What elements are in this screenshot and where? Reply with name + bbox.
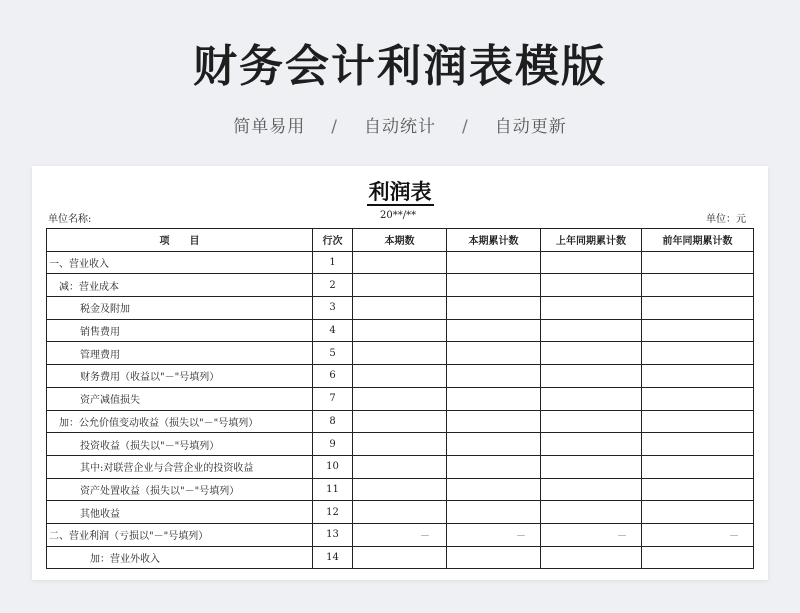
row-value-cell[interactable] xyxy=(541,342,642,365)
row-item-label: 加：公允价值变动收益（损失以"－"号填列） xyxy=(47,410,313,433)
row-value-cell[interactable] xyxy=(642,365,754,388)
row-value-cell[interactable] xyxy=(353,387,447,410)
row-value-cell[interactable] xyxy=(353,478,447,501)
row-value-cell[interactable] xyxy=(447,251,541,274)
header-current: 本期数 xyxy=(353,229,447,252)
header-current-cumulative: 本期累计数 xyxy=(447,229,541,252)
row-item-label: 二、营业利润（亏损以"－"号填列） xyxy=(47,523,313,546)
row-value-cell[interactable] xyxy=(642,546,754,569)
row-value-cell[interactable] xyxy=(642,274,754,297)
row-value-cell[interactable] xyxy=(353,319,447,342)
row-value-cell[interactable]: － xyxy=(447,523,541,546)
row-item-label: 加：营业外收入 xyxy=(47,546,313,569)
row-value-cell[interactable] xyxy=(353,410,447,433)
row-item-label: 财务费用（收益以"－"号填列） xyxy=(47,365,313,388)
row-item-label: 其他收益 xyxy=(47,501,313,524)
table-row xyxy=(47,387,754,410)
row-value-cell[interactable] xyxy=(353,274,447,297)
row-value-cell[interactable] xyxy=(353,297,447,320)
table-row xyxy=(47,251,754,274)
row-value-cell[interactable] xyxy=(541,410,642,433)
row-value-cell[interactable] xyxy=(642,433,754,456)
row-item-label: 投资收益（损失以"－"号填列） xyxy=(47,433,313,456)
row-item-label: 管理费用 xyxy=(47,342,313,365)
row-value-cell[interactable] xyxy=(447,546,541,569)
row-line-number: 8 xyxy=(313,410,353,433)
row-value-cell[interactable] xyxy=(447,365,541,388)
row-value-cell[interactable] xyxy=(353,251,447,274)
row-value-cell[interactable] xyxy=(642,410,754,433)
row-value-cell[interactable] xyxy=(447,297,541,320)
row-value-cell[interactable] xyxy=(541,455,642,478)
row-value-cell[interactable] xyxy=(541,365,642,388)
table-row xyxy=(47,319,754,342)
header-item: 项 目 xyxy=(47,229,313,252)
row-value-cell[interactable]: － xyxy=(353,523,447,546)
row-value-cell[interactable] xyxy=(353,365,447,388)
income-statement-sheet xyxy=(32,166,768,580)
row-item-label: 一、营业收入 xyxy=(47,251,313,274)
row-value-cell[interactable] xyxy=(447,387,541,410)
table-row xyxy=(47,478,754,501)
table-row xyxy=(47,523,754,546)
table-header-row xyxy=(47,229,754,252)
row-item-label: 其中:对联营企业与合营企业的投资收益 xyxy=(47,455,313,478)
header-prior-year-cumulative: 前年同期累计数 xyxy=(642,229,754,252)
row-item-label: 税金及附加 xyxy=(47,297,313,320)
row-item-label: 资产处置收益（损失以"－"号填列） xyxy=(47,478,313,501)
row-value-cell[interactable] xyxy=(447,274,541,297)
row-value-cell[interactable] xyxy=(541,478,642,501)
row-value-cell[interactable] xyxy=(541,274,642,297)
row-value-cell[interactable] xyxy=(353,455,447,478)
row-line-number: 12 xyxy=(313,501,353,524)
row-line-number: 2 xyxy=(313,274,353,297)
tag-auto-update: 自动更新 xyxy=(494,117,567,137)
row-value-cell[interactable] xyxy=(447,455,541,478)
period-label: 20**/** xyxy=(380,210,417,221)
row-value-cell[interactable] xyxy=(447,433,541,456)
row-item-label: 销售费用 xyxy=(47,319,313,342)
row-value-cell[interactable] xyxy=(642,297,754,320)
tag-easy: 简单易用 xyxy=(233,117,306,137)
table-row xyxy=(47,342,754,365)
row-value-cell[interactable] xyxy=(541,501,642,524)
row-line-number: 11 xyxy=(313,478,353,501)
row-value-cell[interactable] xyxy=(447,319,541,342)
banner-title: 财务会计利润表模版 xyxy=(193,41,607,92)
row-line-number: 9 xyxy=(313,433,353,456)
row-value-cell[interactable] xyxy=(353,342,447,365)
row-item-label: 资产减值损失 xyxy=(47,387,313,410)
header-line: 行次 xyxy=(313,229,353,252)
table-row xyxy=(47,365,754,388)
unit-name-label: 单位名称: xyxy=(48,214,92,225)
table-row xyxy=(47,274,754,297)
row-value-cell[interactable] xyxy=(447,501,541,524)
row-value-cell[interactable] xyxy=(541,319,642,342)
table-row xyxy=(47,410,754,433)
tag-auto-stats: 自动统计 xyxy=(364,117,436,137)
tag-separator: / xyxy=(331,117,338,137)
row-line-number: 1 xyxy=(313,251,353,274)
tag-separator: / xyxy=(462,117,469,137)
row-value-cell[interactable] xyxy=(642,455,754,478)
row-value-cell[interactable] xyxy=(541,297,642,320)
table-row xyxy=(47,501,754,524)
row-value-cell[interactable] xyxy=(353,546,447,569)
table-row xyxy=(47,455,754,478)
row-line-number: 13 xyxy=(313,523,353,546)
row-value-cell[interactable] xyxy=(447,478,541,501)
row-line-number: 4 xyxy=(313,319,353,342)
row-value-cell[interactable] xyxy=(541,387,642,410)
row-value-cell[interactable] xyxy=(541,546,642,569)
row-value-cell[interactable] xyxy=(642,387,754,410)
row-value-cell[interactable] xyxy=(353,501,447,524)
table-row xyxy=(47,433,754,456)
row-item-label: 减：营业成本 xyxy=(47,274,313,297)
row-value-cell[interactable]: － xyxy=(642,523,754,546)
row-value-cell[interactable] xyxy=(642,319,754,342)
row-value-cell[interactable] xyxy=(541,433,642,456)
row-value-cell[interactable]: － xyxy=(541,523,642,546)
header-last-year-cumulative: 上年同期累计数 xyxy=(541,229,642,252)
row-line-number: 10 xyxy=(313,455,353,478)
table-row xyxy=(47,297,754,320)
row-line-number: 3 xyxy=(313,297,353,320)
row-value-cell[interactable] xyxy=(447,342,541,365)
row-value-cell[interactable] xyxy=(642,342,754,365)
currency-unit-label: 单位：元 xyxy=(706,214,746,225)
row-line-number: 6 xyxy=(313,365,353,388)
row-line-number: 7 xyxy=(313,387,353,410)
row-value-cell[interactable] xyxy=(642,478,754,501)
banner-subtitle xyxy=(0,112,800,137)
row-value-cell[interactable] xyxy=(642,501,754,524)
row-value-cell[interactable] xyxy=(541,251,642,274)
income-statement-table xyxy=(46,228,754,569)
row-value-cell[interactable] xyxy=(642,251,754,274)
table-row xyxy=(47,546,754,569)
row-line-number: 5 xyxy=(313,342,353,365)
row-value-cell[interactable] xyxy=(447,410,541,433)
row-value-cell[interactable] xyxy=(353,433,447,456)
row-line-number: 14 xyxy=(313,546,353,569)
sheet-title: 利润表 xyxy=(368,179,432,204)
